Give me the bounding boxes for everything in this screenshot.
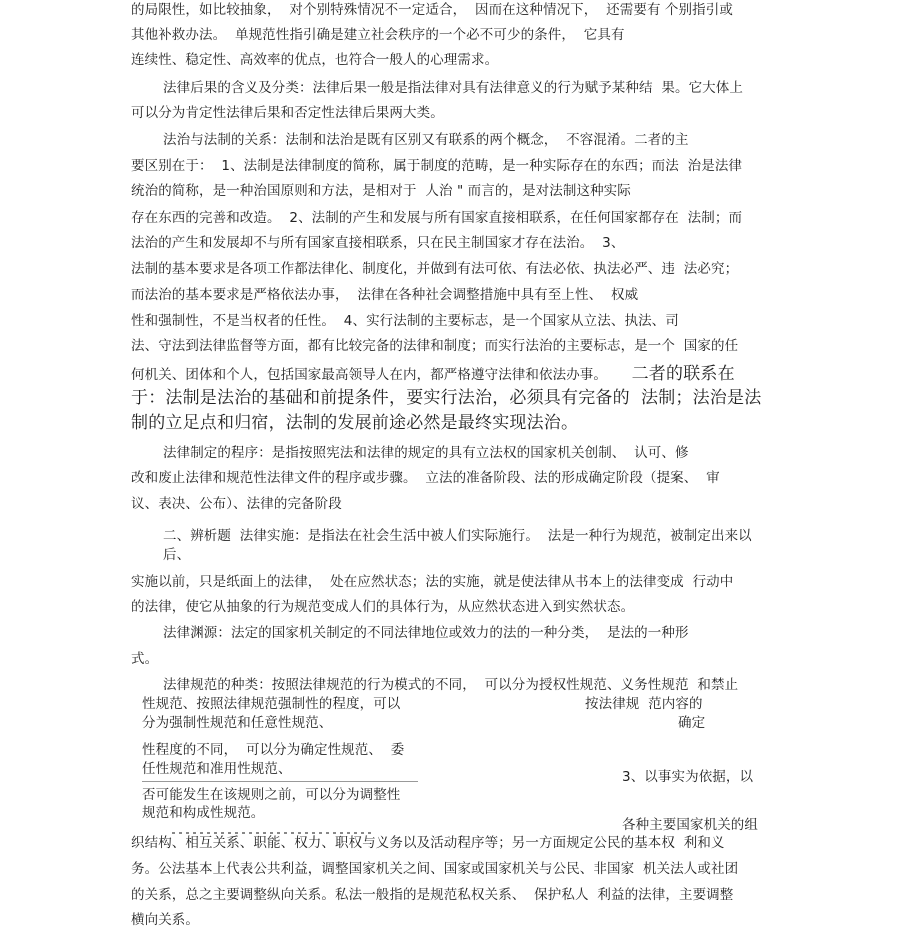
text-line: 按法律规 范内容的 (585, 696, 703, 712)
text-line: 确定 (678, 715, 706, 731)
text-line: 要区别在于： 1、法制是法律制度的简称，属于制度的范畴，是一种实际存在的东西；而法 治是法律 (131, 158, 743, 174)
text-line: 连续性、稳定性、高效率的优点，也符合一般人的心理需求。 (131, 52, 499, 68)
text-line-large: 于：法制是法治的基础和前提条件，要实行法治，必须具有完备的 法制；法治是法 (131, 388, 762, 408)
text-line: 法治的产生和发展却不与所有国家直接相联系，只在民主制国家才存在法治。 3、 (131, 235, 625, 251)
text-line: 性程度的不同， 可以分为确定性规范、 委 (142, 742, 405, 758)
text-line: 任性规范和准用性规范、 (142, 761, 292, 777)
text-line: 务。公法基本上代表公共利益，调整国家机关之间、国家或国家机关与公民、非国家 机关法人或社团 (131, 861, 739, 877)
text-line: 式。 (131, 651, 159, 667)
text-line: 后、 (163, 547, 191, 563)
text-line: 议、表决、公布）、法律的完备阶段 (131, 496, 342, 512)
text-line: 分为强制性规范和任意性规范、 (142, 715, 333, 731)
text-line: 法律渊源：法定的国家机关制定的不同法律地位或效力的法的一种分类， 是法的一种形 (163, 625, 689, 641)
text-line: 其他补救办法。 单规范性指引确是建立社会秩序的一个必不可少的条件， 它具有 (131, 27, 625, 43)
text-line: 性规范、按照法律规范强制性的程度，可以 (142, 696, 401, 712)
text-line: 否可能发生在该规则之前，可以分为调整性 (142, 787, 401, 803)
divider (142, 781, 418, 782)
text-line-large: 制的立足点和归宿，法制的发展前途必然是最终实现法治。 (131, 413, 579, 433)
text-line: 性和强制性，不是当权者的任性。 4、实行法制的主要标志，是一个国家从立法、执法、司 (131, 313, 679, 329)
text-line: 法治与法制的关系：法制和法治是既有区别又有联系的两个概念， 不容混淆。二者的主 (163, 132, 689, 148)
text-line: 各种主要国家机关的组 (622, 817, 758, 833)
text-line: 法律规范的种类：按照法律规范的行为模式的不同， 可以分为授权性规范、义务性规范 和禁止 (163, 677, 739, 693)
text-line: 实施以前，只是纸面上的法律， 处在应然状态；法的实施，就是使法律从书本上的法律变成 行动中 (131, 574, 734, 590)
text-line: 的关系，总之主要调整纵向关系。私法一般指的是规范私权关系、 保护私人 利益的法律，主要调整 (131, 887, 734, 903)
text-line: 何机关、团体和个人，包括国家最高领导人在内，都严格遵守法律和依法办事。 (131, 367, 607, 383)
text-line: 法律后果的含义及分类：法律后果一般是指法律对具有法律意义的行为赋予某种结 果。它大体上 (163, 80, 743, 96)
text-line: 规范和构成性规范。 (142, 805, 265, 821)
text-line: 可以分为肯定性法律后果和否定性法律后果两大类。 (131, 105, 444, 121)
text-line: 而法治的基本要求是严格依法办事， 法律在各种社会调整措施中具有至上性、 权威 (131, 287, 639, 303)
text-line: 存在东西的完善和改造。 2、法制的产生和发展与所有国家直接相联系，在任何国家都存在 法制；而 (131, 210, 743, 226)
text-line: 法律制定的程序：是指按照宪法和法律的规定的具有立法权的国家机关创制、 认可、修 (163, 445, 689, 461)
text-line: 法、守法到法律监督等方面，都有比较完备的法律和制度；而实行法治的主要标志，是一个 国家的任 (131, 338, 739, 354)
text-line: 织结构、相互关系、职能、权力、职权与义务以及活动程序等；另一方面规定公民的基本权 利和义 (131, 835, 725, 851)
text-line-large: 二者的联系在 (626, 364, 735, 384)
text-line: 二、辨析题 法律实施：是指法在社会生活中被人们实际施行。 法是一种行为规范，被制定出来以 (163, 528, 752, 544)
text-line: 法制的基本要求是各项工作都法律化、制度化，并做到有法可依、有法必依、执法必严、违 法必究； (131, 261, 739, 277)
text-line: 横向关系。 (131, 912, 199, 928)
text-line: 3、以事实为依据，以 (622, 769, 754, 785)
text-line: 的法律，使它从抽象的行为规范变成人们的具体行为，从应然状态进入到实然状态。 (131, 599, 635, 615)
text-line: 改和废止法律和规范性法律文件的程序或步骤。 立法的准备阶段、法的形成确定阶段（提案、 审 (131, 470, 720, 486)
text-line: 的局限性，如比较抽象， 对个别特殊情况不一定适合， 因而在这种情况下， 还需要有 个别指引或 (131, 2, 733, 18)
text-line: 统治的简称，是一种治国原则和方法，是相对于 人治 " 而言的，是对法制这种实际 (131, 183, 631, 199)
